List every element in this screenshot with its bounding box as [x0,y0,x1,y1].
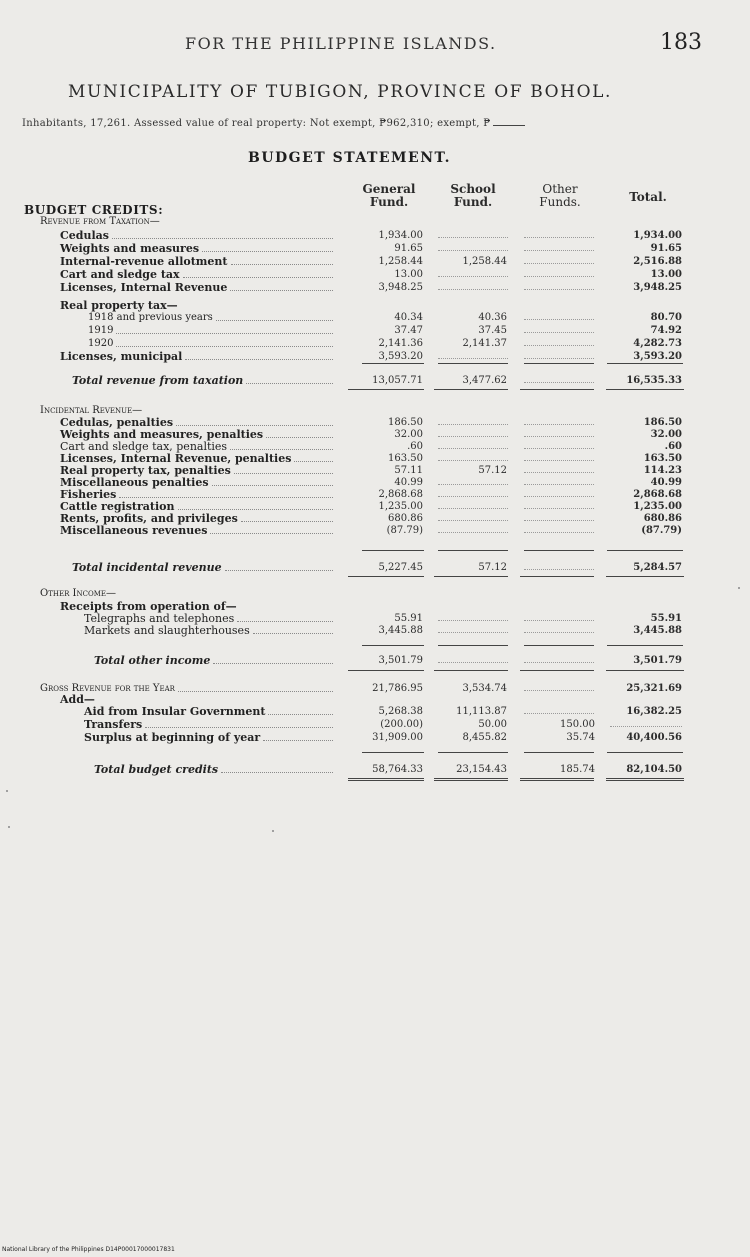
cell-general: 2,868.68 [378,489,423,500]
row-label: Miscellaneous penalties [60,476,209,489]
scan-footer: National Library of the Philippines D14P00017000017831 [2,1246,175,1253]
leader-dots [266,437,333,438]
leader-dots [230,449,333,450]
cell-general: 21,786.95 [372,683,423,694]
cell-total: 40.99 [650,477,682,488]
cell-general: 55.91 [394,613,423,624]
total-rule [434,778,508,781]
cell-total: .60 [664,441,682,452]
empty-cell-school [438,620,508,621]
sum-rule [362,752,424,753]
leader-dots [185,359,333,360]
section-heading: Revenue from Taxation— [40,216,160,227]
leader-dots [230,290,333,291]
cell-general: 186.50 [388,417,423,428]
leader-dots [253,633,333,634]
cell-school: 57.12 [478,465,507,476]
cell-school: 3,477.62 [462,375,507,386]
total-rule [606,389,684,390]
row-label: Weights and measures [60,242,200,255]
row-label: Weights and measures, penalties [60,428,264,441]
subheading: Receipts from operation of— [60,600,237,613]
row-label: Surplus at beginning of year [84,731,261,744]
cell-school: 23,154.43 [456,764,507,775]
budget-row [0,243,750,255]
paper-speck [272,830,274,832]
cell-general: 13.00 [394,269,423,280]
empty-cell-other [524,484,594,485]
row-label: 1918 and previous years [88,312,213,323]
empty-cell-other [524,690,594,691]
budget-row [0,230,750,242]
cell-general: 680.86 [388,513,423,524]
cell-school: 40.36 [478,312,507,323]
budget-row [0,706,750,718]
budget-row [0,338,750,350]
empty-cell-school [438,289,508,290]
total-rule [434,670,508,671]
cell-general: 91.65 [394,243,423,254]
row-label: Rents, profits, and privileges [60,512,238,525]
row-label: Total incidental revenue [72,561,222,574]
cell-general: 1,934.00 [378,230,423,241]
cell-other: 35.74 [566,732,595,743]
cell-total: 680.86 [643,513,682,524]
cell-total: 3,445.88 [633,625,682,636]
cell-total: 80.70 [650,312,682,323]
cell-total: 16,535.33 [626,375,682,386]
cell-total: 2,516.88 [633,256,682,267]
empty-cell-school [438,532,508,533]
leader-dots [145,727,333,728]
empty-cell-other [524,632,594,633]
cell-general: 57.11 [394,465,423,476]
running-title: FOR THE PHILIPPINE ISLANDS. [185,34,497,53]
cell-total: 1,235.00 [633,501,682,512]
empty-cell-other [524,532,594,533]
sum-rule [362,363,424,364]
cell-total: 3,593.20 [633,351,682,362]
total-rule [348,778,424,781]
empty-cell-other [524,424,594,425]
leader-dots [241,521,333,522]
cell-general: 58,764.33 [372,764,423,775]
empty-cell-school [438,632,508,633]
row-label: Cedulas [60,229,109,242]
cell-general: 37.47 [394,325,423,336]
cell-total: 82,104.50 [626,764,682,775]
cell-other: 185.74 [560,764,595,775]
cell-general: 40.99 [394,477,423,488]
budget-row [0,732,750,744]
cell-general: (200.00) [380,719,423,730]
sum-rule [607,752,683,753]
cell-total: 4,282.73 [633,338,682,349]
cell-general: 163.50 [388,453,423,464]
page-number: 183 [660,30,702,55]
budget-credits-heading: BUDGET CREDITS: [24,203,164,217]
leader-dots [213,663,333,664]
leader-dots [231,264,333,265]
sum-rule [362,645,424,646]
empty-cell-school [438,496,508,497]
col-general-fund: General Fund. [362,182,416,209]
empty-cell-school [438,250,508,251]
row-label: Licenses, Internal Revenue [60,281,228,294]
cell-school: 8,455.82 [462,732,507,743]
sum-rule [438,752,508,753]
empty-cell-other [524,382,594,383]
empty-cell-other [524,496,594,497]
subheading: Add— [60,693,95,706]
empty-cell-other [524,289,594,290]
sum-rule [438,363,508,364]
row-label: Internal-revenue allotment [60,255,228,268]
empty-cell-school [438,436,508,437]
leader-dots [246,383,333,384]
cell-school: 11,113.87 [456,706,507,717]
total-rule [520,389,594,390]
leader-dots [178,509,333,510]
row-label: Real property tax, penalties [60,464,231,477]
budget-row [0,256,750,268]
empty-cell-other [524,436,594,437]
cell-general: 3,445.88 [378,625,423,636]
sum-rule [524,752,594,753]
empty-cell-school [438,508,508,509]
sum-rule [524,363,594,364]
section-heading: Incidental Revenue— [40,405,143,416]
cell-total: 55.91 [650,613,682,624]
empty-cell-other [524,263,594,264]
col-total: Total. [629,190,667,204]
cell-total: 5,284.57 [633,562,682,573]
empty-cell-other [524,448,594,449]
row-label: Gross Revenue for the Year [40,683,175,694]
total-rule [348,670,424,671]
sum-rule [607,363,683,364]
leader-dots [234,473,333,474]
budget-row [0,525,750,537]
budget-row [0,351,750,363]
empty-cell-other [524,472,594,473]
row-label: Cattle registration [60,500,175,513]
paper-speck [6,790,8,792]
budget-row [0,764,750,776]
cell-total: 25,321.69 [626,683,682,694]
cell-total: 3,501.79 [633,655,682,666]
cell-general: 31,909.00 [372,732,423,743]
cell-general: .60 [407,441,423,452]
sum-rule [524,645,594,646]
cell-other: 150.00 [560,719,595,730]
cell-school: 3,534.74 [462,683,507,694]
empty-cell-other [524,508,594,509]
cell-general: 32.00 [394,429,423,440]
empty-cell-school [438,484,508,485]
empty-cell-other [524,520,594,521]
budget-row [0,269,750,281]
row-label: Transfers [84,718,143,731]
cell-total: 2,868.68 [633,489,682,500]
total-rule [434,576,508,577]
cell-total: 16,382.25 [626,706,682,717]
inhabitants-line: Inhabitants, 17,261. Assessed value of real property: Not exempt, ₱962,310; exempt, ₱ [22,118,525,129]
cell-general: 5,268.38 [378,706,423,717]
empty-cell-school [438,237,508,238]
cell-school: 1,258.44 [462,256,507,267]
cell-total: 186.50 [643,417,682,428]
empty-cell-other [524,250,594,251]
empty-cell-other [524,237,594,238]
empty-cell-school [438,662,508,663]
empty-cell-school [438,424,508,425]
leader-dots [216,320,333,321]
row-label: Markets and slaughterhouses [84,624,250,637]
col-school-fund: School Fund. [450,182,496,209]
col-other-funds: Other Funds. [539,182,581,209]
cell-total: 1,934.00 [633,230,682,241]
row-label: Miscellaneous revenues [60,524,208,537]
cell-total: 114.23 [643,465,682,476]
leader-dots [116,333,333,334]
empty-cell-school [438,520,508,521]
total-rule [520,670,594,671]
leader-dots [294,461,333,462]
row-label: Licenses, Internal Revenue, penalties [60,452,292,465]
leader-dots [212,485,333,486]
cell-general: 1,258.44 [378,256,423,267]
empty-cell-other [524,662,594,663]
row-label: Total other income [94,654,211,667]
cell-total: 3,948.25 [633,282,682,293]
cell-general: 40.34 [394,312,423,323]
row-label: Cart and sledge tax, penalties [60,440,228,453]
empty-cell-other [524,358,594,359]
leader-dots [116,346,333,347]
cell-school: 2,141.37 [462,338,507,349]
row-label: 1920 [88,338,114,349]
leader-dots [210,533,333,534]
empty-cell-other [524,345,594,346]
cell-total: 91.65 [650,243,682,254]
cell-general: 3,501.79 [378,655,423,666]
empty-cell-total [610,726,682,727]
sum-rule [362,550,424,551]
sum-rule [607,645,683,646]
total-rule [434,389,508,390]
cell-total: 74.92 [650,325,682,336]
empty-cell-school [438,448,508,449]
leader-dots [176,425,333,426]
empty-cell-other [524,319,594,320]
row-label: Licenses, municipal [60,350,183,363]
cell-total: (87.79) [641,525,682,536]
row-label: Fisheries [60,488,117,501]
total-rule [606,670,684,671]
leader-dots [202,251,333,252]
budget-row [0,719,750,731]
subheading: Real property tax— [60,299,178,312]
cell-school: 37.45 [478,325,507,336]
row-label: Aid from Insular Government [84,705,266,718]
cell-total: 13.00 [650,269,682,280]
leader-dots [183,277,333,278]
cell-school: 50.00 [478,719,507,730]
budget-row [0,325,750,337]
paper-speck [738,587,740,589]
sum-rule [607,550,683,551]
leader-dots [263,740,333,741]
budget-row [0,655,750,667]
leader-dots [119,497,333,498]
statement-title: BUDGET STATEMENT. [248,150,452,166]
budget-row [0,625,750,637]
row-label: Total revenue from taxation [72,374,244,387]
cell-total: 40,400.56 [626,732,682,743]
cell-general: 1,235.00 [378,501,423,512]
cell-general: (87.79) [386,525,423,536]
empty-cell-other [524,332,594,333]
row-label: Cedulas, penalties [60,416,174,429]
cell-total: 32.00 [650,429,682,440]
leader-dots [221,772,333,773]
cell-general: 2,141.36 [378,338,423,349]
cell-total: 163.50 [643,453,682,464]
total-rule [348,389,424,390]
row-label: Telegraphs and telephones [84,612,235,625]
budget-row [0,282,750,294]
section-heading: Other Income— [40,588,116,599]
cell-general: 5,227.45 [378,562,423,573]
cell-general: 3,948.25 [378,282,423,293]
leader-dots [112,238,333,239]
leader-dots [237,621,333,622]
paper-speck [8,826,10,828]
budget-row [0,562,750,574]
row-label: Cart and sledge tax [60,268,180,281]
leader-dots [225,570,333,571]
cell-general: 13,057.71 [372,375,423,386]
empty-cell-other [524,713,594,714]
budget-row [0,375,750,387]
empty-cell-other [524,569,594,570]
empty-cell-other [524,460,594,461]
leader-dots [268,714,333,715]
empty-cell-other [524,620,594,621]
total-rule [520,778,594,781]
municipality-title: MUNICIPALITY OF TUBIGON, PROVINCE OF BOHOL. [68,82,612,102]
empty-cell-school [438,276,508,277]
sum-rule [524,550,594,551]
total-rule [520,576,594,577]
sum-rule [438,645,508,646]
empty-cell-school [438,358,508,359]
row-label: Total budget credits [94,763,219,776]
total-rule [606,778,684,781]
total-rule [348,576,424,577]
empty-cell-other [524,276,594,277]
budget-row [0,312,750,324]
row-label: 1919 [88,325,114,336]
empty-cell-school [438,460,508,461]
cell-school: 57.12 [478,562,507,573]
leader-dots [178,691,333,692]
cell-general: 3,593.20 [378,351,423,362]
total-rule [606,576,684,577]
sum-rule [438,550,508,551]
